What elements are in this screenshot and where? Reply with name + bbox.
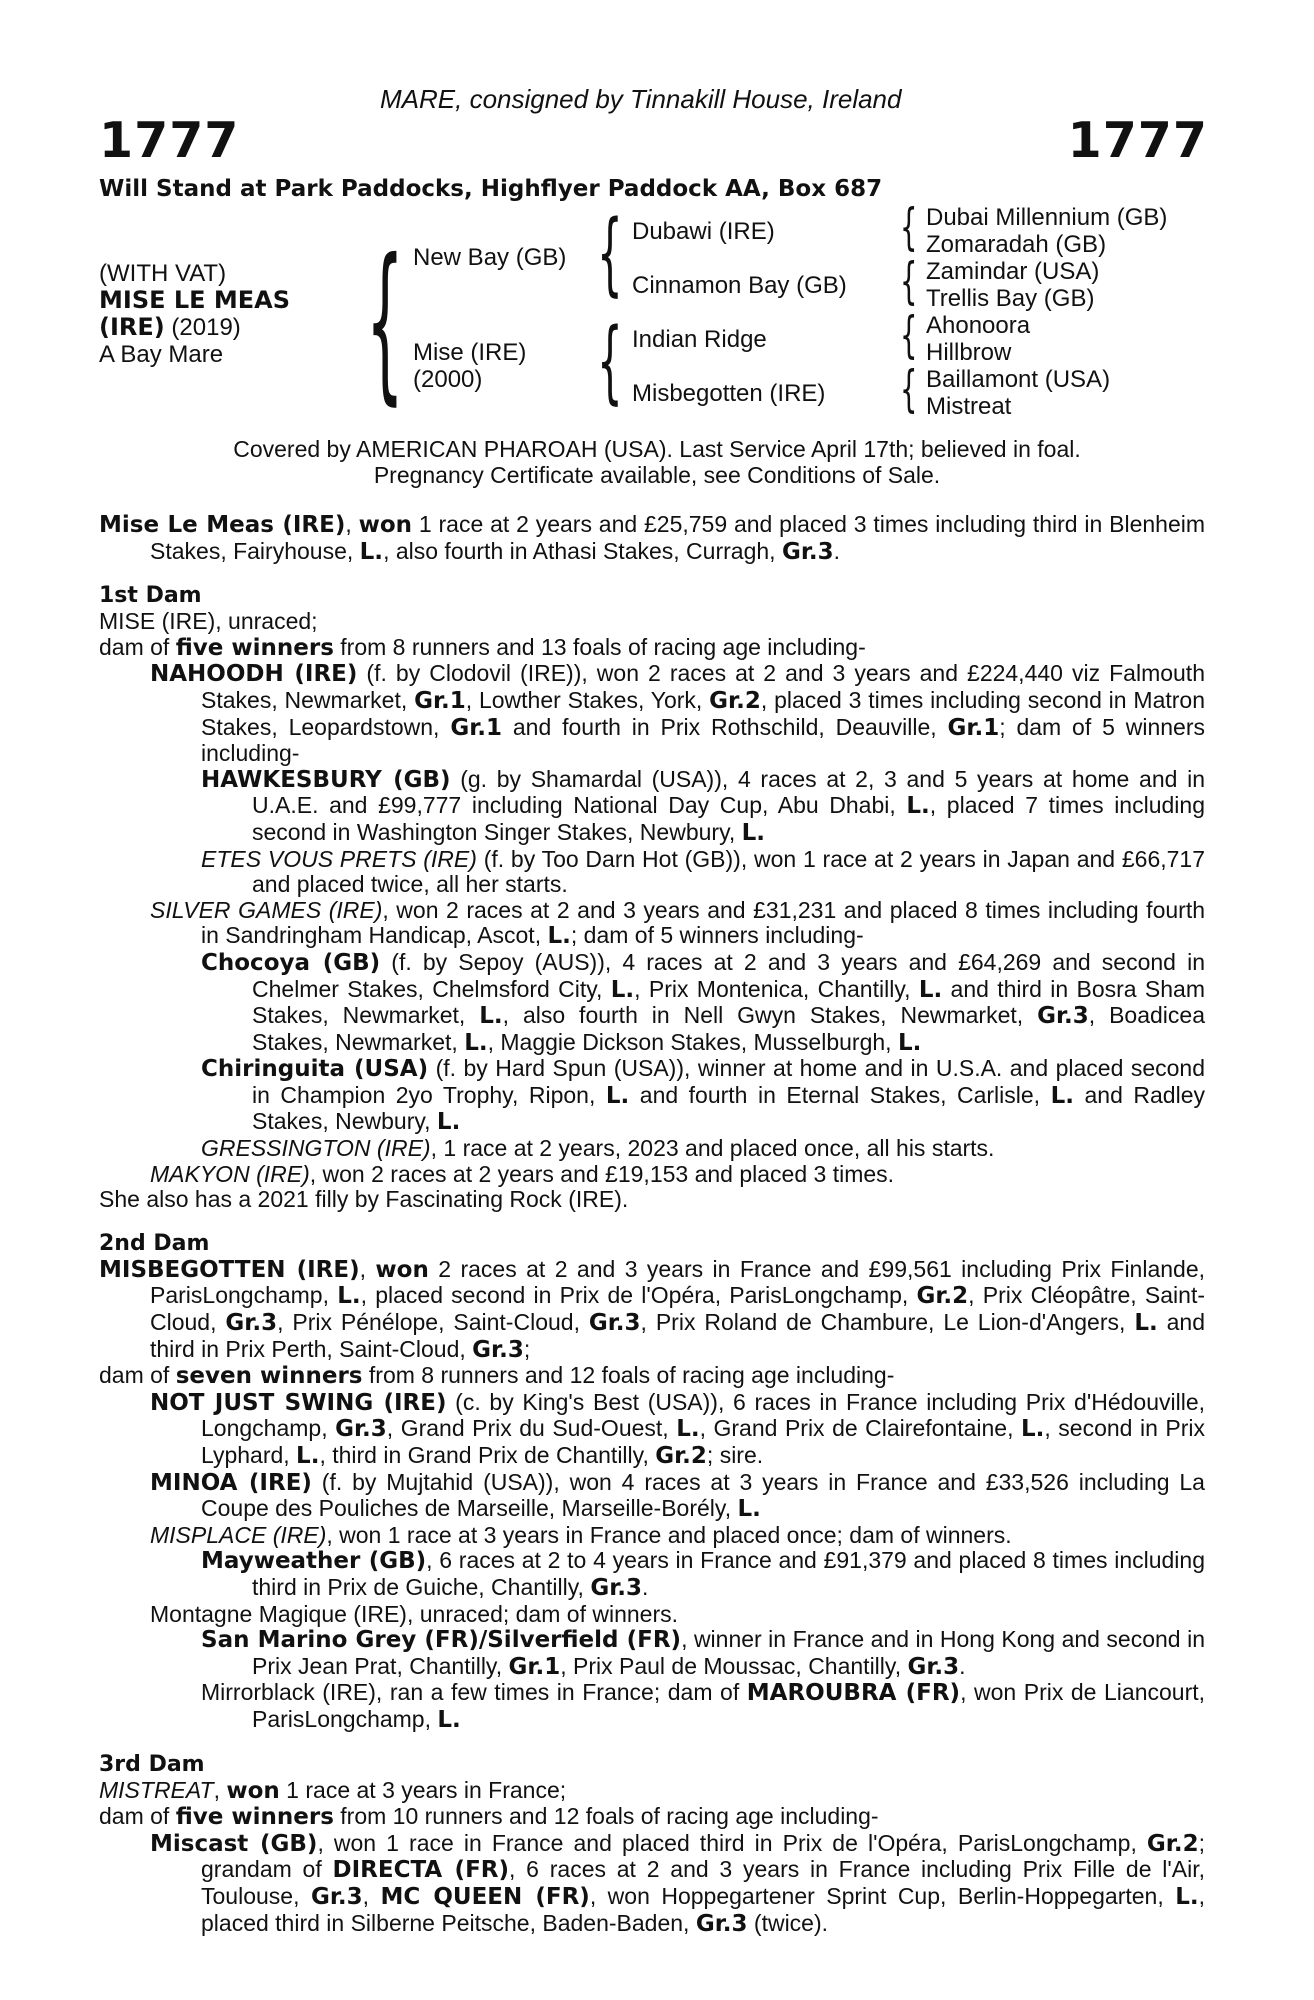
horse-description: A Bay Mare [99, 341, 224, 368]
third-dam-heading: 3rd Dam [99, 1751, 205, 1777]
entry-miscast: Miscast (GB), won 1 race in France and placed third in Prix de l'Opéra, ParisLongchamp, Gr.2; grandam of DIRECTA (FR), 6 races at 2 and 3 years in France including Prix Fille de l'Air, Toulouse, Gr.3, MC QUEEN (FR), won Hoppegartener Sprint Cup, Berlin-Hoppegarten, L., placed third in Silberne Peitsche, Baden-Baden, Gr.3 (twice). [150, 1829, 1206, 1937]
cover-notes [0, 436, 1314, 488]
brace-g3: { [900, 306, 918, 364]
entry-hawkesbury: HAWKESBURY (GB) (g. by Shamardal (USA)), 4 races at 2, 3 and 5 years at home and in U.A.E. and £99,777 including National Day Cup, Abu Dhabi, L., placed 7 times including second in Washington Singer Stakes, Newbury, L. [201, 765, 1205, 846]
grandparent-6: Hillbrow [926, 339, 1012, 366]
entry-montagne-magique: Montagne Magique (IRE), unraced; dam of winners. [150, 1600, 678, 1627]
cover-line-2: Pregnancy Certificate available, see Conditions of Sale. [373, 462, 941, 488]
first-dam-heading: 1st Dam [99, 583, 202, 609]
dam-sire: Indian Ridge [632, 326, 767, 353]
entry-not-just-swing: NOT JUST SWING (IRE) (c. by King's Best (USA)), 6 races in France including Prix d'Hédouville, Longchamp, Gr.3, Grand Prix du Sud-Ouest, L., Grand Prix de Clairefontaine, L., second in Prix Lyphard, L., third in Grand Prix de Chantilly, Gr.2; sire. [150, 1388, 1206, 1469]
grandparent-8: Mistreat [926, 393, 1012, 420]
brace-g1: { [900, 198, 918, 256]
entry-gressington: GRESSINGTON (IRE), 1 race at 2 years, 2023 and placed once, all his starts. [201, 1135, 995, 1162]
grandparent-2: Zomaradah (GB) [926, 231, 1107, 258]
grandparent-7: Baillamont (USA) [926, 366, 1111, 393]
brace-g2: { [900, 252, 918, 310]
grandparent-5: Ahonoora [926, 312, 1031, 339]
entry-san-marino-grey: San Marino Grey (FR)/Silverfield (FR), winner in France and in Hong Kong and second in Prix Jean Prat, Chantilly, Gr.1, Prix Paul de Moussac, Chantilly, Gr.3. [201, 1626, 1205, 1680]
sire-brace: { [597, 201, 623, 306]
lot-number-left: 1777 [99, 112, 240, 169]
third-dam-record: MISTREAT, won 1 race at 3 years in France; [99, 1776, 567, 1804]
dam-dam: Misbegotten (IRE) [632, 380, 826, 407]
horse-country: (IRE) [99, 313, 165, 341]
grandparent-4: Trellis Bay (GB) [926, 285, 1095, 312]
entry-etes-vous-prets: ETES VOUS PRETS (IRE) (f. by Too Darn Hot (GB)), won 1 race at 2 years in Japan and £66,717 and placed twice, all her starts. [201, 845, 1205, 898]
first-dam-line: MISE (IRE), unraced; [99, 608, 318, 635]
vat-label: (WITH VAT) [99, 260, 227, 287]
dam: Mise (IRE) [413, 339, 527, 366]
main-brace: { [366, 223, 404, 421]
entry-chiringuita: Chiringuita (USA) (f. by Hard Spun (USA)), winner at home and in U.S.A. and placed second in Champion 2yo Trophy, Ripon, L. and fourth in Eternal Stakes, Carlisle, L. and Radley Stakes, Newbury, L. [201, 1055, 1206, 1136]
consignment-line: MARE, consigned by Tinnakill House, Ireland [380, 84, 902, 114]
first-dam-produce: dam of five winners from 8 runners and 13 foals of racing age including- [99, 633, 866, 661]
second-dam-record: MISBEGOTTEN (IRE), won 2 races at 2 and 3 years in France and £99,561 including Prix Finlande, ParisLongchamp, L., placed second in Prix de l'Opéra, ParisLongchamp, Gr.2, Prix Cléopâtre, Saint-Cloud, Gr.3, Prix Pénélope, Saint-Cloud, Gr.3, Prix Roland de Chambure, Le Lion-d'Angers, L. and third in Prix Perth, Saint-Cloud, Gr.3; [99, 1255, 1206, 1363]
sire: New Bay (GB) [413, 244, 567, 271]
first-dam-also: She also has a 2021 filly by Fascinating Rock (IRE). [99, 1186, 629, 1213]
cover-line-1: Covered by AMERICAN PHAROAH (USA). Last Service April 17th; believed in foal. [233, 436, 1081, 462]
brace-g4: { [900, 360, 918, 418]
entry-misplace: MISPLACE (IRE), won 1 race at 3 years in France and placed once; dam of winners. [150, 1521, 1012, 1548]
horse-name: MISE LE MEAS [99, 286, 291, 314]
entry-mirrorblack: Mirrorblack (IRE), ran a few times in France; dam of MAROUBRA (FR), won Prix de Liancourt, ParisLongchamp, L. [201, 1679, 1206, 1733]
stand-location: Will Stand at Park Paddocks, Highflyer Paddock AA, Box 687 [99, 176, 883, 202]
sire-dam: Cinnamon Bay (GB) [632, 272, 847, 299]
entry-chocoya: Chocoya (GB) (f. by Sepoy (AUS)), 4 races at 2 and 3 years and £64,269 and second in Chelmer Stakes, Chelmsford City, L., Prix Montenica, Chantilly, L. and third in Bosra Sham Stakes, Newmarket, L., also fourth in Nell Gwyn Stakes, Newmarket, Gr.3, Boadicea Stakes, Newmarket, L., Maggie Dickson Stakes, Musselburgh, L. [201, 948, 1205, 1056]
entry-silver-games: SILVER GAMES (IRE), won 2 races at 2 and 3 years and £31,231 and placed 8 times including fourth in Sandringham Handicap, Ascot, L.; dam of 5 winners including- [150, 896, 1205, 950]
entry-makyon: MAKYON (IRE), won 2 races at 2 years and £19,153 and placed 3 times. [150, 1160, 895, 1187]
catalogue-body [99, 512, 1205, 1937]
intro-won: won [358, 512, 413, 538]
third-dam-produce: dam of five winners from 10 runners and 12 foals of racing age including- [99, 1803, 879, 1831]
intro-name: Mise Le Meas (IRE) [99, 512, 346, 538]
dam-brace: { [597, 309, 623, 414]
second-dam-heading: 2nd Dam [99, 1230, 210, 1256]
lot-number-right: 1777 [1067, 112, 1208, 169]
horse-block [99, 260, 290, 368]
entry-nahoodh: NAHOODH (IRE) (f. by Clodovil (IRE)), won 2 races at 2 and 3 years and £224,440 viz Falmouth Stakes, Newmarket, Gr.1, Lowther Stakes, York, Gr.2, placed 3 times including second in Matron Stakes, Leopardstown, Gr.1 and fourth in Prix Rothschild, Deauville, Gr.1; dam of 5 winners including- [150, 660, 1206, 767]
grandparent-3: Zamindar (USA) [926, 258, 1100, 285]
second-dam-produce: dam of seven winners from 8 runners and 12 foals of racing age including- [99, 1362, 895, 1390]
grandparent-1: Dubai Millennium (GB) [926, 204, 1168, 231]
dam-year: (2000) [413, 366, 483, 393]
entry-mayweather: Mayweather (GB), 6 races at 2 to 4 years in France and £91,379 and placed 8 times including third in Prix de Guiche, Chantilly, Gr.3. [201, 1547, 1205, 1601]
entry-minoa: MINOA (IRE) (f. by Mujtahid (USA)), won 4 races at 3 years in France and £33,526 including La Coupe des Pouliches de Marseille, Marseille-Borély, L. [150, 1468, 1205, 1523]
horse-year: (2019) [164, 314, 241, 341]
sire-sire: Dubawi (IRE) [632, 218, 775, 245]
intro-paragraph: Mise Le Meas (IRE), won 1 race at 2 years and £25,759 and placed 3 times including third in Blenheim Stakes, Fairyhouse, L., also fourth in Athasi Stakes, Curragh, Gr.3. [99, 511, 1206, 565]
